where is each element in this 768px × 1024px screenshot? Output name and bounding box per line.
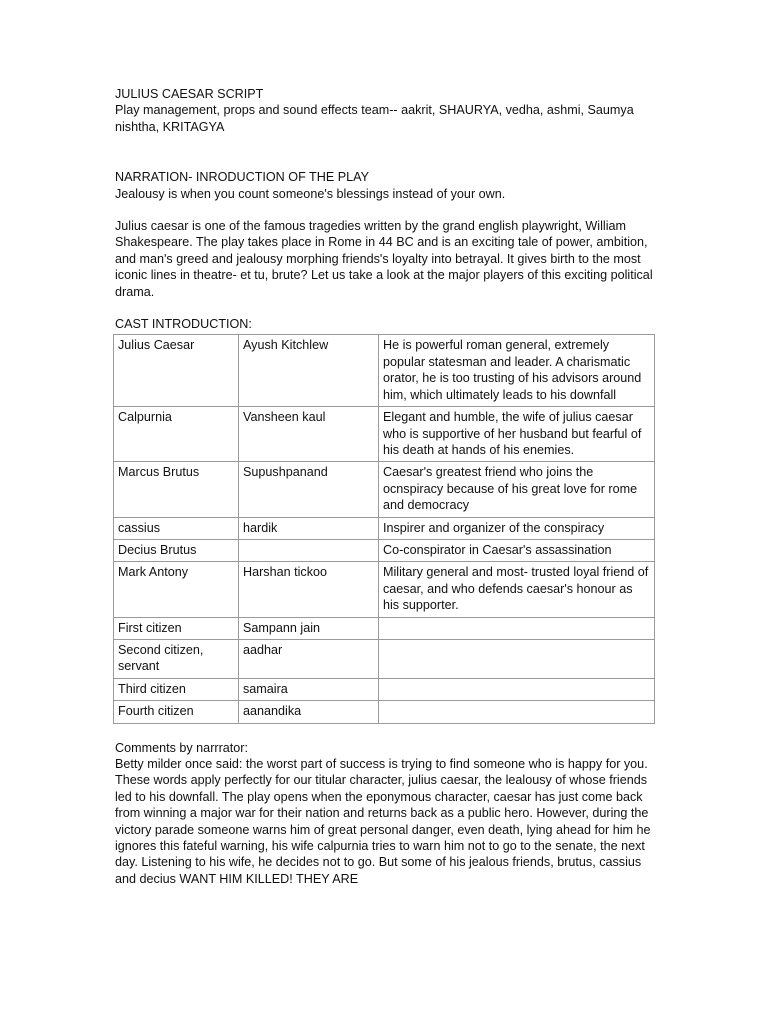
cast-heading: CAST INTRODUCTION:	[115, 317, 252, 332]
narration-intro: Julius caesar is one of the famous tragedies written by the grand english playwright, William Shakespeare. The play takes place in Rome in 44 BC and is an exciting tale of power, ambition, and man's greed and jealousy morphing friends's loyalty into betrayal. It gives birth to the most iconic lines in theatre- et tu, brute? Let us take a look at the major players of this exciting political drama.	[115, 219, 653, 299]
cast-description	[379, 617, 655, 639]
cast-actor: Sampann jain	[239, 617, 379, 639]
table-row	[114, 407, 655, 462]
script-title: JULIUS CAESAR SCRIPT	[115, 87, 264, 101]
cast-role: cassius	[114, 517, 239, 539]
table-row	[114, 335, 655, 407]
cast-role: Decius Brutus	[114, 539, 239, 561]
cast-description: Military general and most- trusted loyal friend of caesar, and who defends caesar's honour as his supporter.	[379, 562, 655, 617]
cast-role: Marcus Brutus	[114, 462, 239, 517]
table-row	[114, 617, 655, 639]
spacer	[115, 202, 660, 218]
cast-actor	[239, 539, 379, 561]
cast-role: Mark Antony	[114, 562, 239, 617]
cast-description	[379, 701, 655, 723]
team-line: Play management, props and sound effects team-- aakrit, SHAURYA, vedha, ashmi, Saumya nishtha, KRITAGYA	[115, 103, 634, 134]
cast-description: Inspirer and organizer of the conspiracy	[379, 517, 655, 539]
cast-role: Fourth citizen	[114, 701, 239, 723]
table-row	[114, 462, 655, 517]
table-row	[114, 539, 655, 561]
cast-role: Julius Caesar	[114, 335, 239, 407]
table-row	[114, 701, 655, 723]
cast-description: Caesar's greatest friend who joins the ocnspiracy because of his great love for rome and democracy	[379, 462, 655, 517]
cast-actor: aadhar	[239, 639, 379, 678]
cast-description	[379, 678, 655, 700]
narration-heading: NARRATION- INRODUCTION OF THE PLAY	[115, 170, 369, 185]
cast-actor: Ayush Kitchlew	[239, 335, 379, 407]
cast-description: Elegant and humble, the wife of julius caesar who is supportive of her husband but fearful of his death at hands of his enemies.	[379, 407, 655, 462]
narration-quote: Jealousy is when you count someone's blessings instead of your own.	[115, 186, 506, 201]
comments-heading: Comments by narrrator:	[115, 740, 248, 755]
cast-actor: Harshan tickoo	[239, 562, 379, 617]
cast-actor: hardik	[239, 517, 379, 539]
cast-role: Third citizen	[114, 678, 239, 700]
cast-description: Co-conspirator in Caesar's assassination	[379, 539, 655, 561]
spacer	[115, 135, 660, 169]
cast-role: Second citizen, servant	[114, 639, 239, 678]
spacer	[115, 300, 660, 316]
cast-table	[113, 334, 655, 723]
table-row	[114, 678, 655, 700]
document-page	[115, 86, 660, 887]
table-row	[114, 517, 655, 539]
cast-actor: Vansheen kaul	[239, 407, 379, 462]
comments-body: Betty milder once said: the worst part of success is trying to find someone who is happy for you. These words apply perfectly for our titular character, julius caesar, the lealousy of whose friends led to his downfall. The play opens when the eponymous character, caesar has just come back from winning a major war for their nation and returns back as a public hero. However, during the victory parade someone warns him of great personal danger, even death, lying ahead for him he ignores this fateful warning, his wife calpurnia tries to warn him not to go to the senate, the next day. Listening to his wife, he decides not to go. But some of his jealous friends, brutus, cassius and decius WANT HIM KILLED! THEY ARE	[115, 757, 651, 886]
table-row	[114, 639, 655, 678]
cast-description	[379, 639, 655, 678]
cast-description: He is powerful roman general, extremely popular statesman and leader. A charismatic orator, he is too trusting of his advisors around him, which ultimately leads to his downfall	[379, 335, 655, 407]
cast-role: First citizen	[114, 617, 239, 639]
cast-actor: Supushpanand	[239, 462, 379, 517]
spacer	[115, 724, 660, 740]
cast-actor: samaira	[239, 678, 379, 700]
table-row	[114, 562, 655, 617]
cast-actor: aanandika	[239, 701, 379, 723]
cast-role: Calpurnia	[114, 407, 239, 462]
